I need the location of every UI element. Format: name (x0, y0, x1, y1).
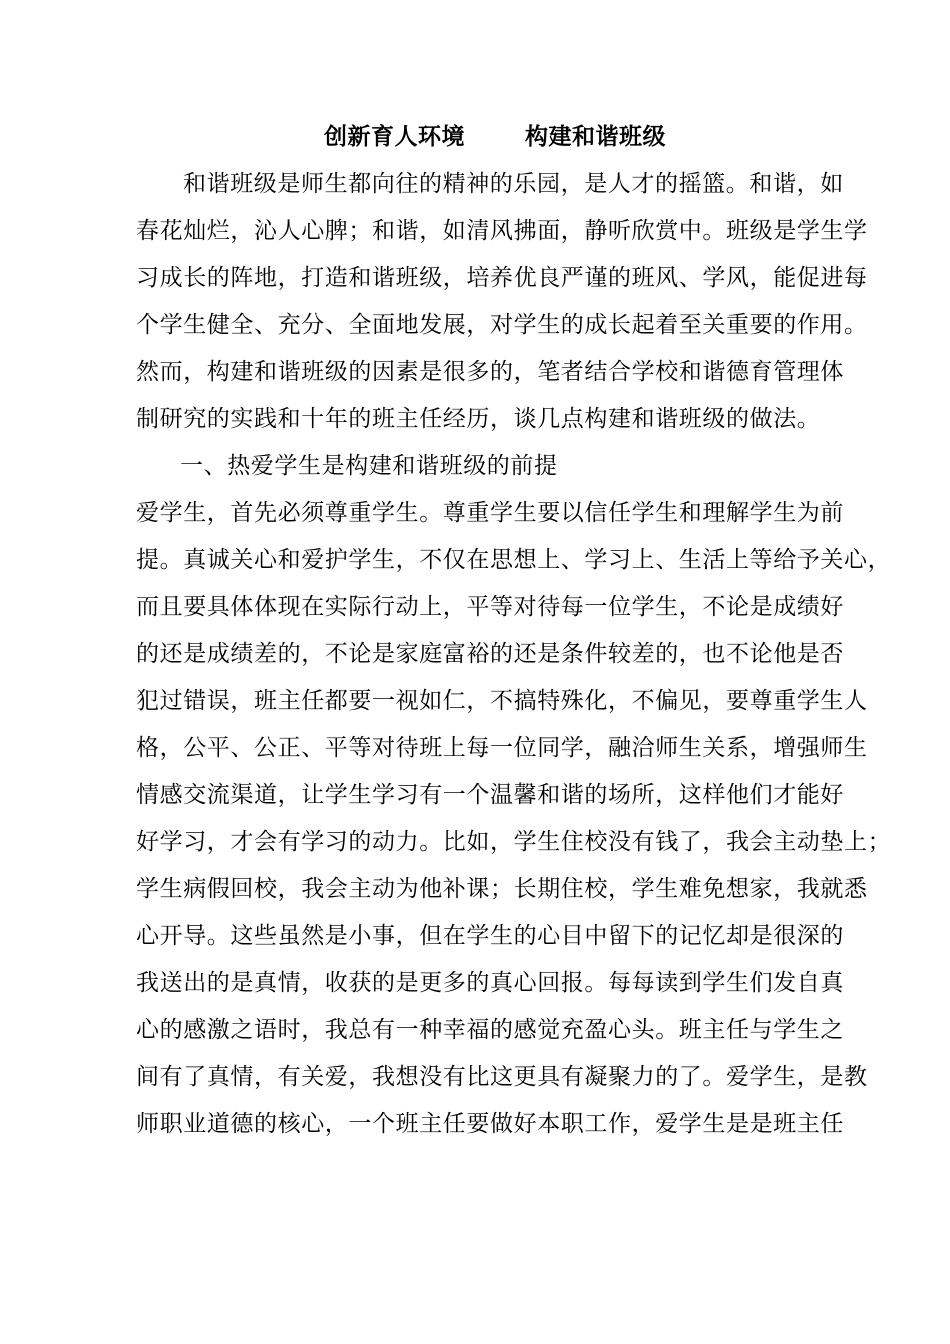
paragraph-line: 心的感激之语时，我总有一种幸福的感觉充盈心头。班主任与学生之 (136, 1017, 844, 1043)
paragraph-line: 习成长的阵地，打造和谐班级，培养优良严谨的班风、学风，能促进每 (136, 265, 868, 291)
paragraph-line: 师职业道德的核心，一个班主任要做好本职工作，爱学生是是班主任 (136, 1111, 844, 1137)
document-title (0, 120, 950, 154)
paragraph-line: 而且要具体体现在实际行动上，平等对待每一位学生，不论是成绩好 (136, 594, 844, 620)
paragraph-line: 心开导。这些虽然是小事，但在学生的心目中留下的记忆却是很深的 (136, 923, 844, 949)
paragraph-line: 然而，构建和谐班级的因素是很多的，笔者结合学校和谐德育管理体 (136, 359, 844, 385)
paragraph-line: 春花灿烂，沁人心脾；和谐，如清风拂面，静听欣赏中。班级是学生学 (136, 218, 868, 244)
title-left: 创新育人环境 (324, 123, 465, 150)
paragraph-line: 格，公平、公正、平等对待班上每一位同学，融洽师生关系，增强师生 (136, 735, 868, 761)
paragraph-line: 间有了真情，有关爱，我想没有比这更具有凝聚力的了。爱学生，是教 (136, 1064, 868, 1090)
title-right: 构建和谐班级 (525, 123, 666, 150)
paragraph-line: 制研究的实践和十年的班主任经历，谈几点构建和谐班级的做法。 (136, 406, 821, 432)
paragraph-line: 我送出的是真情，收获的是更多的真心回报。每每读到学生们发自真 (136, 970, 844, 996)
paragraph-line: 爱学生，首先必须尊重学生。尊重学生要以信任学生和理解学生为前 (136, 500, 844, 526)
paragraph-line: 个学生健全、充分、全面地发展，对学生的成长起着至关重要的作用。 (136, 312, 868, 338)
paragraph-line: 犯过错误，班主任都要一视如仁，不搞特殊化，不偏见，要尊重学生人 (136, 688, 868, 714)
paragraph-line: 和谐班级是师生都向往的精神的乐园，是人才的摇篮。和谐，如 (183, 171, 844, 197)
paragraph-line: 的还是成绩差的，不论是家庭富裕的还是条件较差的，也不论他是否 (136, 641, 844, 667)
paragraph-line: 情感交流渠道，让学生学习有一个温馨和谐的场所，这样他们才能好 (136, 782, 844, 808)
paragraph-line: 提。真诚关心和爱护学生，不仅在思想上、学习上、生活上等给予关心， (136, 547, 892, 573)
paragraph-line: 学生病假回校，我会主动为他补课；长期住校，学生难免想家，我就悉 (136, 876, 868, 902)
paragraph-line: 好学习，才会有学习的动力。比如，学生住校没有钱了，我会主动垫上； (136, 829, 892, 855)
section-heading: 一、热爱学生是构建和谐班级的前提 (180, 453, 558, 479)
